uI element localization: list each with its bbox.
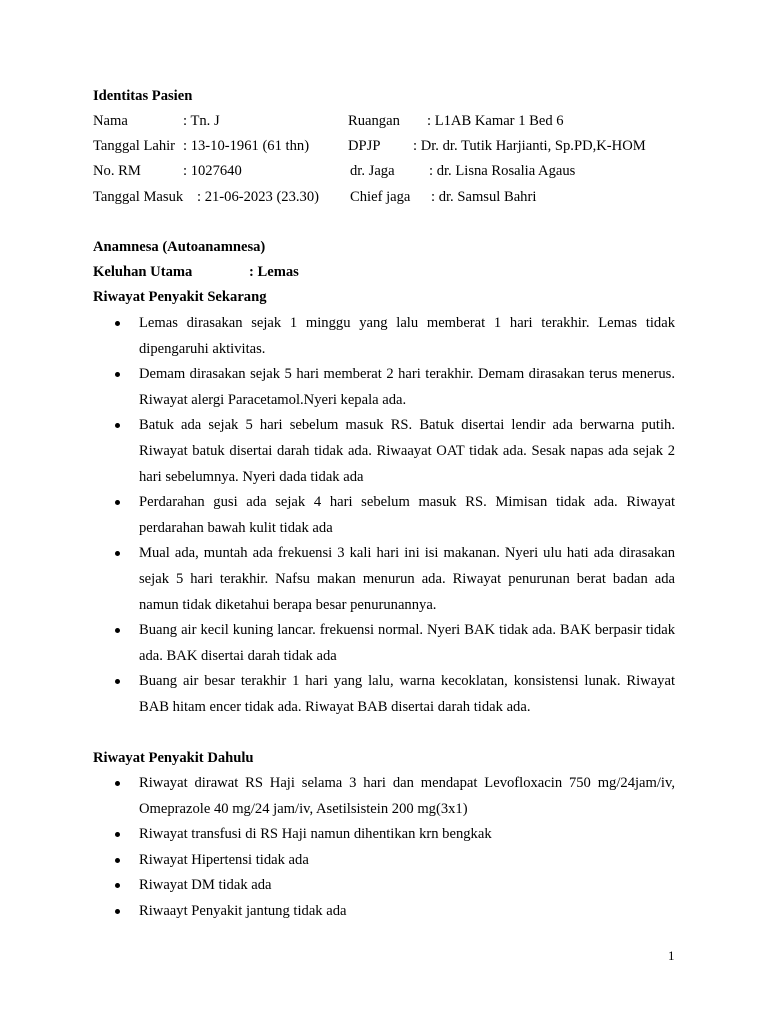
anamnesa-title: Anamnesa (Autoanamnesa) xyxy=(93,239,266,255)
value-no-rm: : 1027640 xyxy=(183,163,242,179)
value-nama: : Tn. J xyxy=(183,113,220,129)
value-dpjp: : Dr. dr. Tutik Harjianti, Sp.PD,K-HOM xyxy=(413,138,646,154)
value-tanggal-lahir: : 13-10-1961 (61 thn) xyxy=(183,138,310,154)
label-ruangan: Ruangan xyxy=(348,113,400,129)
list-item: Riwayat dirawat RS Haji selama 3 hari dan mendapat Levofloxacin 750 mg/24jam/iv, Omeprazole 40 mg/24 jam/iv, Asetilsistein 200 mg(3x1) xyxy=(93,771,675,822)
list-item: Buang air kecil kuning lancar. frekuensi normal. Nyeri BAK tidak ada. BAK berpasir tidak ada. BAK disertai darah tidak ada xyxy=(93,618,675,669)
rps-title: Riwayat Penyakit Sekarang xyxy=(93,289,267,305)
page-number: 1 xyxy=(668,948,675,963)
label-tanggal-masuk: Tanggal Masuk xyxy=(93,189,184,205)
identity-row-nama xyxy=(93,113,693,133)
value-dr-jaga: : dr. Lisna Rosalia Agaus xyxy=(429,163,576,179)
keluhan-utama-row xyxy=(93,264,693,284)
identity-row-tanggal-masuk xyxy=(93,189,693,209)
label-no-rm: No. RM xyxy=(93,163,141,179)
value-tanggal-masuk: : 21-06-2023 (23.30) xyxy=(197,189,320,205)
bullet-icon xyxy=(115,321,120,326)
value-ruangan: : L1AB Kamar 1 Bed 6 xyxy=(427,113,564,129)
bullet-icon xyxy=(115,909,120,914)
label-chief-jaga: Chief jaga xyxy=(350,189,411,205)
keluhan-utama-value: : Lemas xyxy=(249,264,299,280)
list-item: Demam dirasakan sejak 5 hari memberat 2 hari terakhir. Demam dirasakan terus menerus. Riwayat alergi Paracetamol.Nyeri kepala ada. xyxy=(93,362,675,413)
rps-list xyxy=(93,311,675,721)
bullet-icon xyxy=(115,628,120,633)
bullet-icon xyxy=(115,883,120,888)
list-item: Riwayat transfusi di RS Haji namun dihentikan krn bengkak xyxy=(93,822,675,848)
identity-row-tanggal-lahir xyxy=(93,138,693,158)
label-dr-jaga: dr. Jaga xyxy=(350,163,395,179)
bullet-icon xyxy=(115,832,120,837)
list-item: Batuk ada sejak 5 hari sebelum masuk RS. Batuk disertai lendir ada berwarna putih. Riwayat batuk disertai darah tidak ada. Riwaayat OAT tidak ada. Sesak napas ada sejak 2 hari sebelumnya. Nyeri dada tidak ada xyxy=(93,413,675,490)
list-item: Riwaayt Penyakit jantung tidak ada xyxy=(93,899,675,925)
list-item: Perdarahan gusi ada sejak 4 hari sebelum masuk RS. Mimisan tidak ada. Riwayat perdarahan bawah kulit tidak ada xyxy=(93,490,675,541)
bullet-icon xyxy=(115,858,120,863)
identity-row-no-rm xyxy=(93,163,693,183)
bullet-icon xyxy=(115,679,120,684)
keluhan-utama-label: Keluhan Utama xyxy=(93,264,193,280)
list-item: Mual ada, muntah ada frekuensi 3 kali hari ini isi makanan. Nyeri ulu hati ada dirasakan sejak 5 hari terakhir. Nafsu makan menurun ada. Riwayat penurunan berat badan ada namun tidak diketahui berapa besar penurunannya. xyxy=(93,541,675,618)
bullet-icon xyxy=(115,423,120,428)
bullet-icon xyxy=(115,781,120,786)
rpd-title: Riwayat Penyakit Dahulu xyxy=(93,750,254,766)
identity-title: Identitas Pasien xyxy=(93,88,193,104)
list-item: Riwayat Hipertensi tidak ada xyxy=(93,848,675,874)
list-item: Riwayat DM tidak ada xyxy=(93,873,675,899)
label-nama: Nama xyxy=(93,113,128,129)
bullet-icon xyxy=(115,500,120,505)
list-item: Lemas dirasakan sejak 1 minggu yang lalu memberat 1 hari terakhir. Lemas tidak dipengaruhi aktivitas. xyxy=(93,311,675,362)
label-dpjp: DPJP xyxy=(348,138,381,154)
label-tanggal-lahir: Tanggal Lahir xyxy=(93,138,176,154)
rpd-list xyxy=(93,771,675,925)
value-chief-jaga: : dr. Samsul Bahri xyxy=(431,189,537,205)
bullet-icon xyxy=(115,372,120,377)
bullet-icon xyxy=(115,551,120,556)
list-item: Buang air besar terakhir 1 hari yang lalu, warna kecoklatan, konsistensi lunak. Riwayat BAB hitam encer tidak ada. Riwayat BAB disertai darah tidak ada. xyxy=(93,669,675,720)
